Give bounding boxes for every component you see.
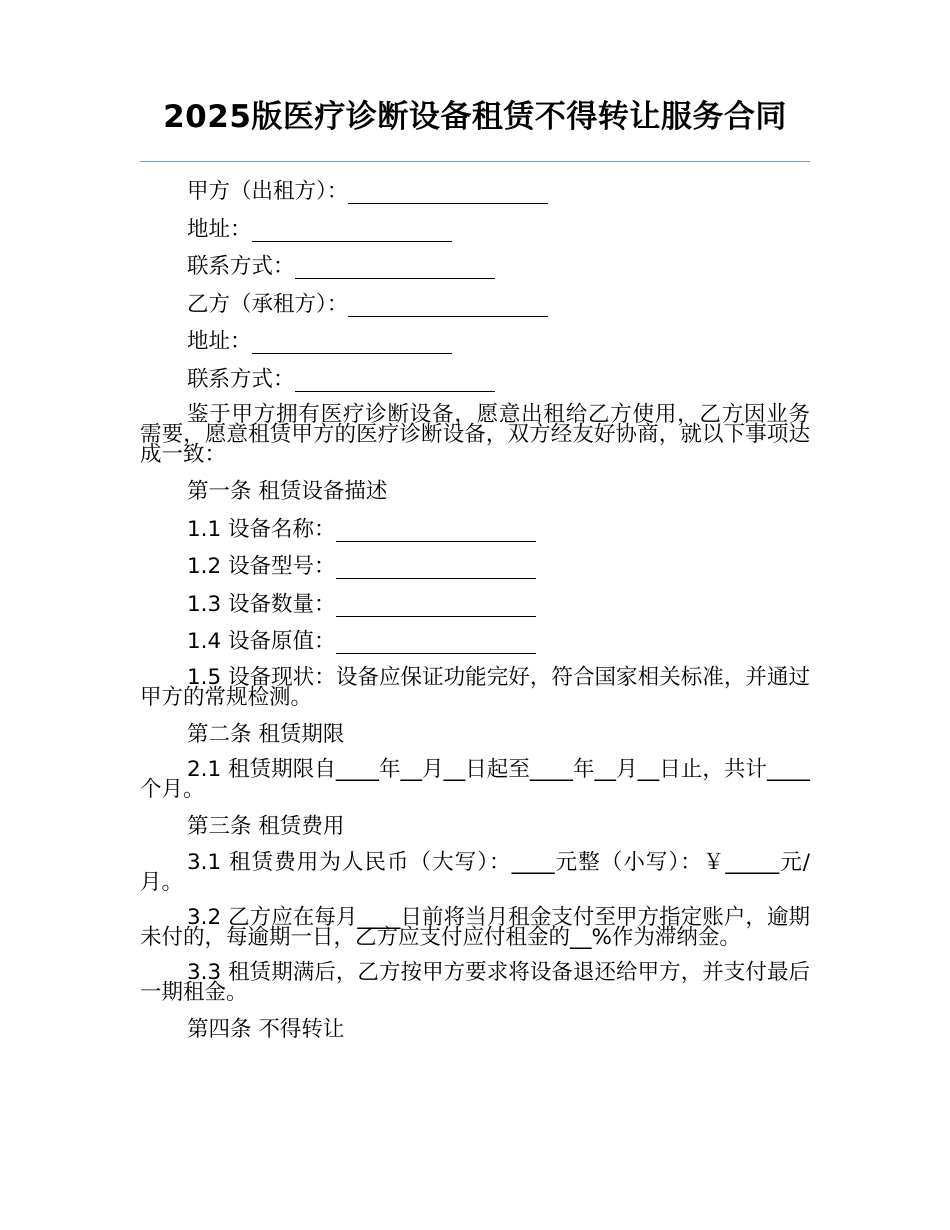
field-line — [140, 211, 810, 249]
field-line — [140, 548, 810, 586]
clause-paragraph: 3.2 乙方应在每月____日前将当月租金支付至甲方指定账户，逾期未付的，每逾期一日，乙方应支付应付租金的__%作为滞纳金。 — [140, 904, 810, 950]
fill-in-blank — [348, 179, 548, 204]
fill-in-blank — [348, 292, 548, 317]
field-line — [140, 248, 810, 286]
document-title: 2025版医疗诊断设备租赁不得转让服务合同 — [163, 99, 787, 135]
field-label: 地址： — [187, 329, 252, 354]
clause-paragraph: 鉴于甲方拥有医疗诊断设备，愿意出租给乙方使用，乙方因业务需要，愿意租赁甲方的医疗诊断设备，双方经友好协商，就以下事项达成一致： — [140, 402, 810, 467]
article-heading: 第二条 租赁期限 — [187, 721, 345, 747]
article-heading: 第四条 不得转让 — [187, 1016, 345, 1042]
field-line — [140, 623, 810, 661]
fill-in-blank — [336, 517, 536, 542]
fill-in-blank — [336, 592, 536, 617]
clause-paragraph: 1.5 设备现状：设备应保证功能完好，符合国家相关标准，并通过甲方的常规检测。 — [140, 664, 810, 710]
field-label: 甲方（出租方）： — [187, 179, 349, 204]
title-divider — [140, 161, 810, 162]
fill-in-blank — [295, 254, 495, 279]
field-label: 联系方式： — [187, 366, 295, 392]
field-label: 1.1 设备名称： — [187, 516, 336, 542]
clause-paragraph: 2.1 租赁期限自____年__月__日起至____年__月__日止，共计____个月。 — [140, 757, 810, 802]
field-label: 1.4 设备原值： — [187, 629, 336, 654]
field-label: 1.2 设备型号： — [187, 554, 336, 579]
fill-in-blank — [295, 367, 495, 392]
field-label: 联系方式： — [187, 254, 295, 279]
document-body — [140, 173, 810, 1048]
field-label: 1.3 设备数量： — [187, 591, 336, 617]
fill-in-blank — [336, 629, 536, 654]
field-line — [140, 511, 810, 549]
field-line — [140, 173, 810, 211]
field-line — [140, 586, 810, 624]
field-line — [140, 323, 810, 361]
article-heading: 第一条 租赁设备描述 — [187, 479, 388, 504]
field-line — [140, 361, 810, 399]
fill-in-blank — [336, 554, 536, 579]
article-heading: 第三条 租赁费用 — [187, 814, 345, 839]
field-label: 地址： — [187, 216, 252, 242]
field-label: 乙方（承租方）： — [187, 291, 349, 317]
field-line — [140, 286, 810, 324]
fill-in-blank — [252, 329, 452, 354]
fill-in-blank — [252, 217, 452, 242]
clause-paragraph: 3.3 租赁期满后，乙方按甲方要求将设备退还给甲方，并支付最后一期租金。 — [140, 959, 810, 1005]
clause-paragraph: 3.1 租赁费用为人民币（大写）：____元整（小写）：￥_____元/月。 — [140, 849, 810, 895]
